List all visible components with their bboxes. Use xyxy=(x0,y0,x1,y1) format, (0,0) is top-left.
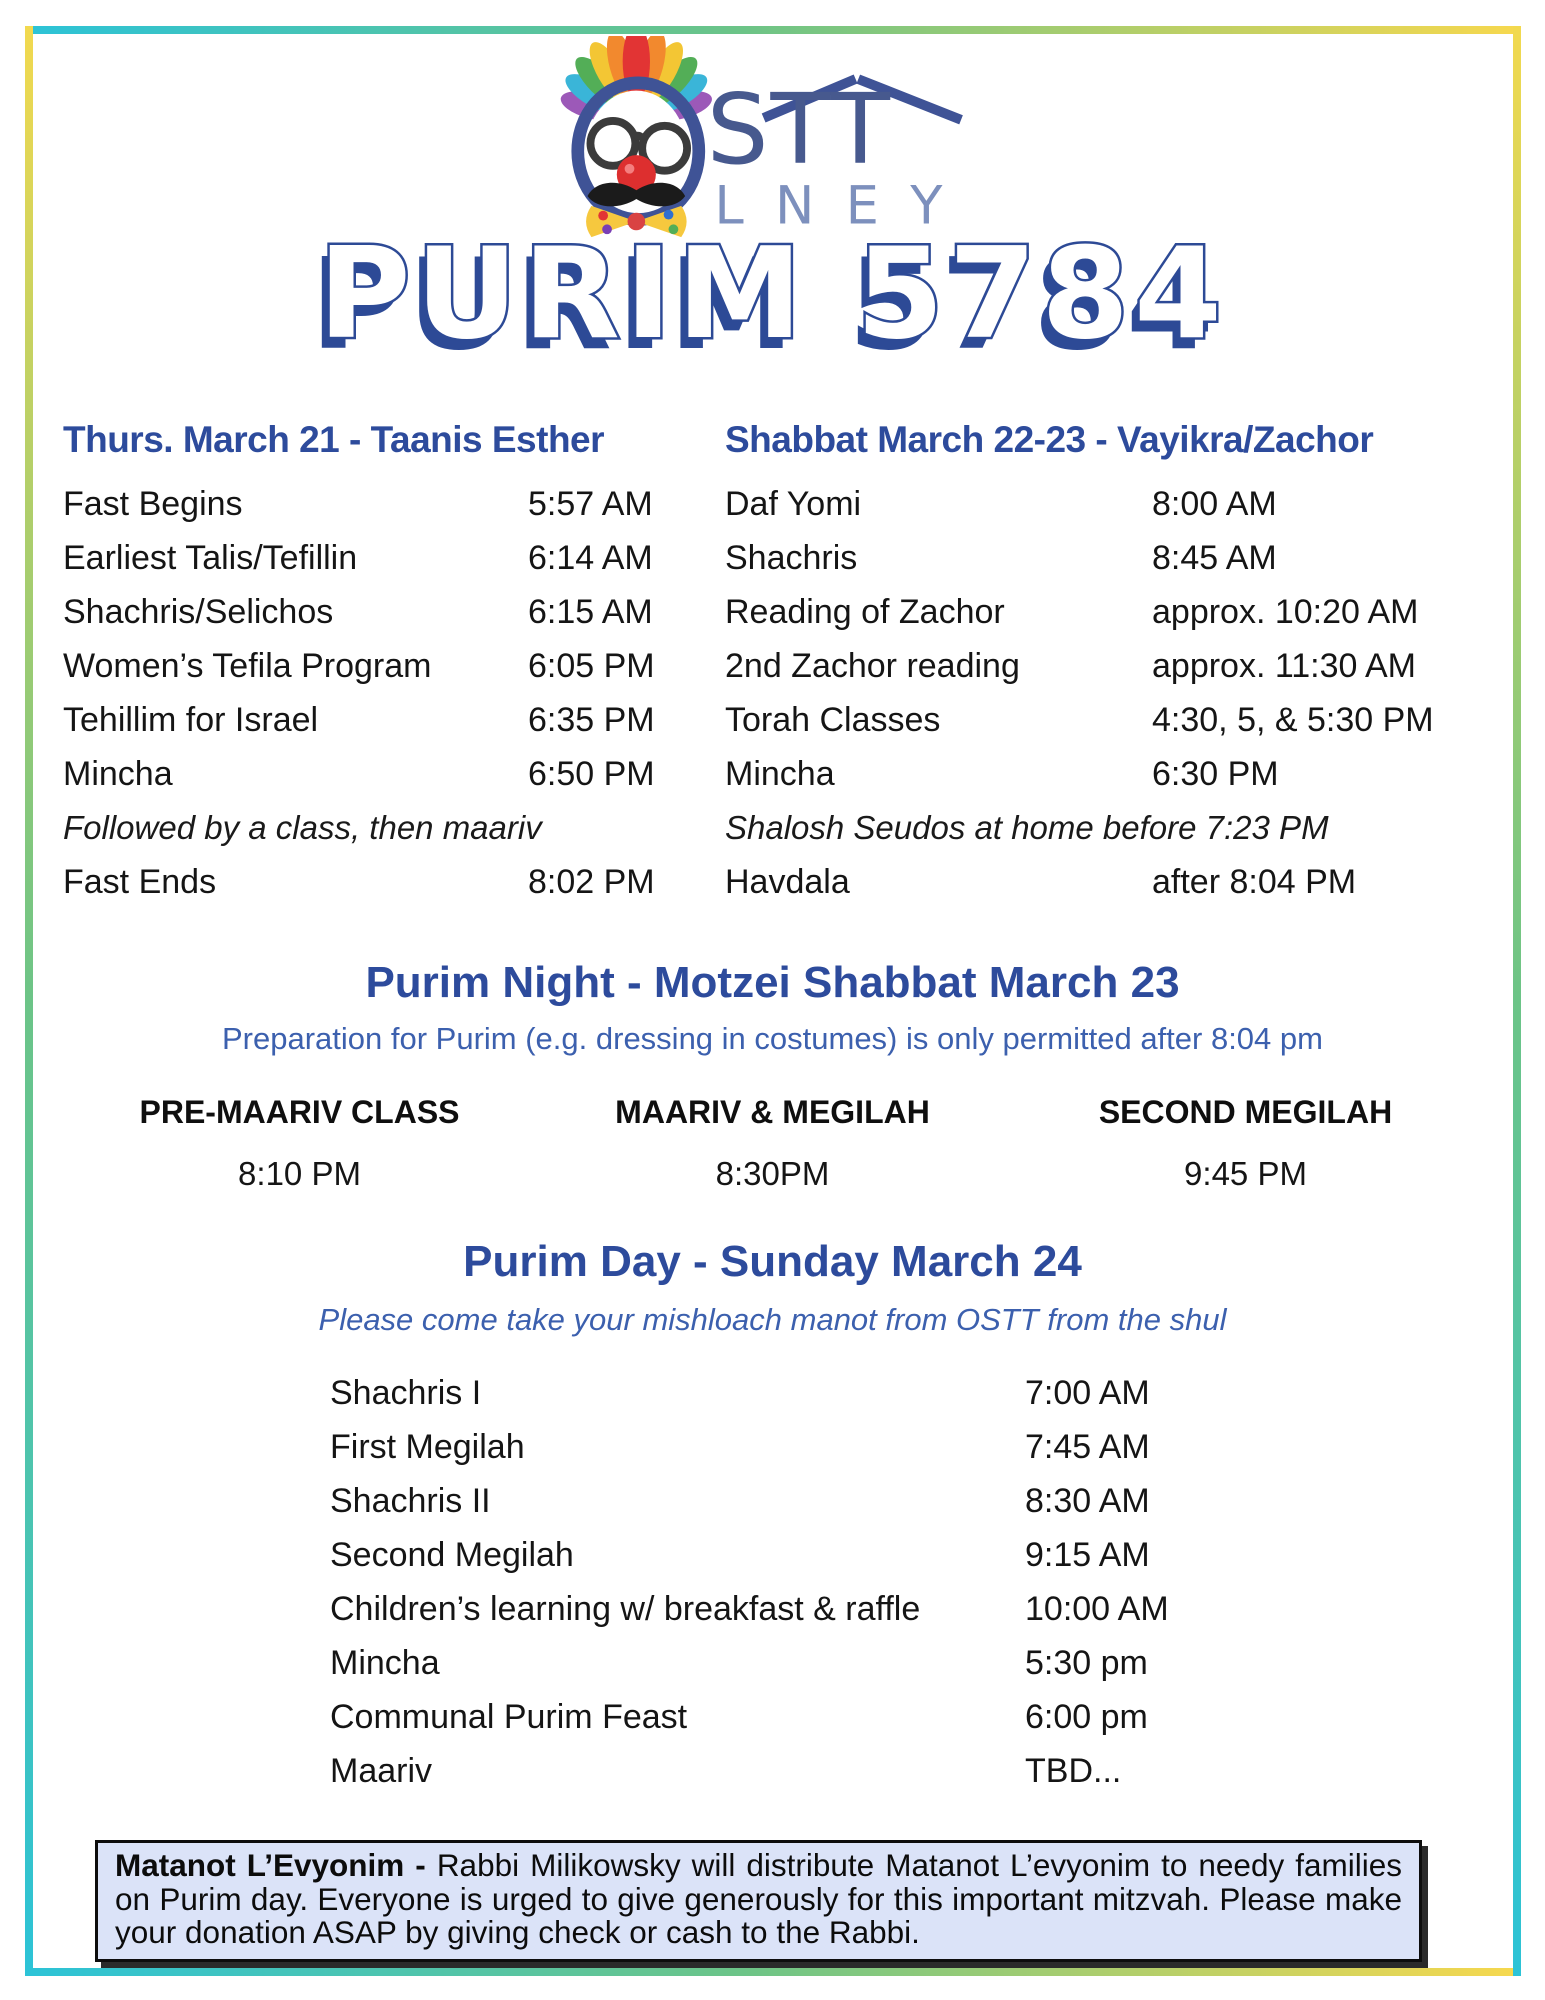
page-border-bottom xyxy=(25,1968,1521,1976)
event-time: TBD... xyxy=(1025,1752,1122,1790)
event-label: Earliest Talis/Tefillin xyxy=(63,539,358,577)
ostt-logo xyxy=(0,36,1545,241)
event-label: Torah Classes xyxy=(725,701,941,739)
purim-day-heading: Purim Day - Sunday March 24 xyxy=(463,1237,1082,1286)
table-row xyxy=(63,747,668,801)
event-time: 8:30 AM xyxy=(1025,1482,1150,1520)
table-row xyxy=(330,1474,1190,1528)
event-time: 6:35 PM xyxy=(528,701,655,739)
event-time: 10:00 AM xyxy=(1025,1590,1169,1628)
event-label: Mincha xyxy=(63,755,173,793)
table-row xyxy=(330,1528,1190,1582)
event-time: 8:10 PM xyxy=(238,1155,361,1192)
logo-lney-text: LNEY xyxy=(713,175,974,237)
event-time: 8:02 PM xyxy=(528,863,655,901)
event-time: 6:14 AM xyxy=(528,539,653,577)
event-time: 9:15 AM xyxy=(1025,1536,1150,1574)
event-label: First Megilah xyxy=(330,1428,525,1466)
event-time: after 8:04 PM xyxy=(1152,863,1357,901)
event-label: Maariv xyxy=(330,1752,433,1790)
event-label: Second Megilah xyxy=(330,1536,574,1574)
matanot-lead: Matanot L’Evyonim - xyxy=(115,1847,437,1883)
event-time: 6:30 PM xyxy=(1152,755,1279,793)
event-label: Shachris/Selichos xyxy=(63,593,334,631)
table-row xyxy=(725,477,1480,531)
event-time: 6:50 PM xyxy=(528,755,655,793)
event-time: 6:00 pm xyxy=(1025,1698,1148,1736)
event-label: Shachris xyxy=(725,539,858,577)
table-row xyxy=(330,1582,1190,1636)
table-row xyxy=(63,639,668,693)
event-time: 5:30 pm xyxy=(1025,1644,1148,1682)
purim-night-subheading: Preparation for Purim (e.g. dressing in costumes) is only permitted after 8:04 pm xyxy=(222,1021,1323,1056)
table-row xyxy=(725,855,1480,909)
thursday-note: Followed by a class, then maariv xyxy=(63,809,542,846)
event-time: 7:00 AM xyxy=(1025,1374,1150,1412)
event-time: 8:45 AM xyxy=(1152,539,1277,577)
logo-stt-text: STT xyxy=(706,72,892,187)
event-label: Daf Yomi xyxy=(725,485,862,523)
table-row xyxy=(63,585,668,639)
table-row xyxy=(63,693,668,747)
event-time: approx. 10:20 AM xyxy=(1152,593,1419,631)
purim-day-section xyxy=(0,1236,1545,1338)
table-row xyxy=(330,1636,1190,1690)
page-title: PURIM 5784 xyxy=(318,220,1227,367)
table-row xyxy=(330,1744,1190,1798)
event-time: 4:30, 5, & 5:30 PM xyxy=(1152,701,1434,739)
event-label: Mincha xyxy=(330,1644,440,1682)
event-label: Women’s Tefila Program xyxy=(63,647,432,685)
purim-day-schedule xyxy=(330,1366,1190,1798)
event-label: Fast Begins xyxy=(63,485,243,523)
event-time: 8:00 AM xyxy=(1152,485,1277,523)
event-name: MAARIV & MEGILAH xyxy=(615,1094,930,1130)
shabbat-note: Shalosh Seudos at home before 7:23 PM xyxy=(725,809,1329,846)
event-label: Shachris I xyxy=(330,1374,482,1412)
shabbat-heading: Shabbat March 22-23 - Vayikra/Zachor xyxy=(725,419,1374,460)
event-time: 6:15 AM xyxy=(528,593,653,631)
table-row xyxy=(725,747,1480,801)
event-time: 9:45 PM xyxy=(1184,1155,1307,1192)
event-label: Communal Purim Feast xyxy=(330,1698,688,1736)
shabbat-column xyxy=(725,418,1480,909)
table-row xyxy=(330,1366,1190,1420)
event-time: approx. 11:30 AM xyxy=(1152,647,1416,685)
event-label: Fast Ends xyxy=(63,863,217,901)
clown-logo-icon xyxy=(558,36,988,241)
matanot-body: Rabbi Milikowsky will distribute Matanot L’evyonim to needy families on Purim day. Everyone is urged to give generously for this important mitzvah. Please make your donation ASAP by giving check or cash to the Rabbi. xyxy=(115,1847,1403,1950)
event-label: 2nd Zachor reading xyxy=(725,647,1020,685)
table-row xyxy=(63,531,668,585)
event-name: PRE-MAARIV CLASS xyxy=(139,1094,460,1130)
purim-night-section xyxy=(0,958,1545,1193)
event-label: Mincha xyxy=(725,755,835,793)
event-label: Havdala xyxy=(725,863,850,901)
table-row xyxy=(725,693,1480,747)
thursday-heading: Thurs. March 21 - Taanis Esther xyxy=(63,419,605,460)
table-row xyxy=(725,585,1480,639)
event-name: SECOND MEGILAH xyxy=(1098,1094,1393,1130)
thursday-column xyxy=(63,418,668,909)
event-label: Tehillim for Israel xyxy=(63,701,319,739)
night-event xyxy=(1009,1094,1482,1193)
event-time: 5:57 AM xyxy=(528,485,653,523)
purim-day-subheading: Please come take your mishloach manot from OSTT from the shul xyxy=(318,1302,1227,1337)
table-row xyxy=(725,639,1480,693)
event-time: 8:30PM xyxy=(715,1155,830,1192)
event-label: Reading of Zachor xyxy=(725,593,1005,631)
table-row xyxy=(63,855,668,909)
table-row xyxy=(63,477,668,531)
night-event xyxy=(536,1094,1009,1193)
schedule-columns xyxy=(63,418,1480,909)
nose-highlight xyxy=(624,164,634,174)
matanot-levyonim-box xyxy=(95,1840,1422,1962)
event-time: 7:45 AM xyxy=(1025,1428,1150,1466)
page-border-top xyxy=(25,26,1521,34)
event-label: Children’s learning w/ breakfast & raffle xyxy=(330,1590,921,1628)
purim-night-heading: Purim Night - Motzei Shabbat March 23 xyxy=(365,958,1180,1007)
night-event xyxy=(63,1094,536,1193)
event-time: 6:05 PM xyxy=(528,647,655,685)
table-row xyxy=(330,1420,1190,1474)
event-label: Shachris II xyxy=(330,1482,491,1520)
purim-night-events xyxy=(0,1094,1545,1193)
table-row xyxy=(330,1690,1190,1744)
table-row xyxy=(725,531,1480,585)
